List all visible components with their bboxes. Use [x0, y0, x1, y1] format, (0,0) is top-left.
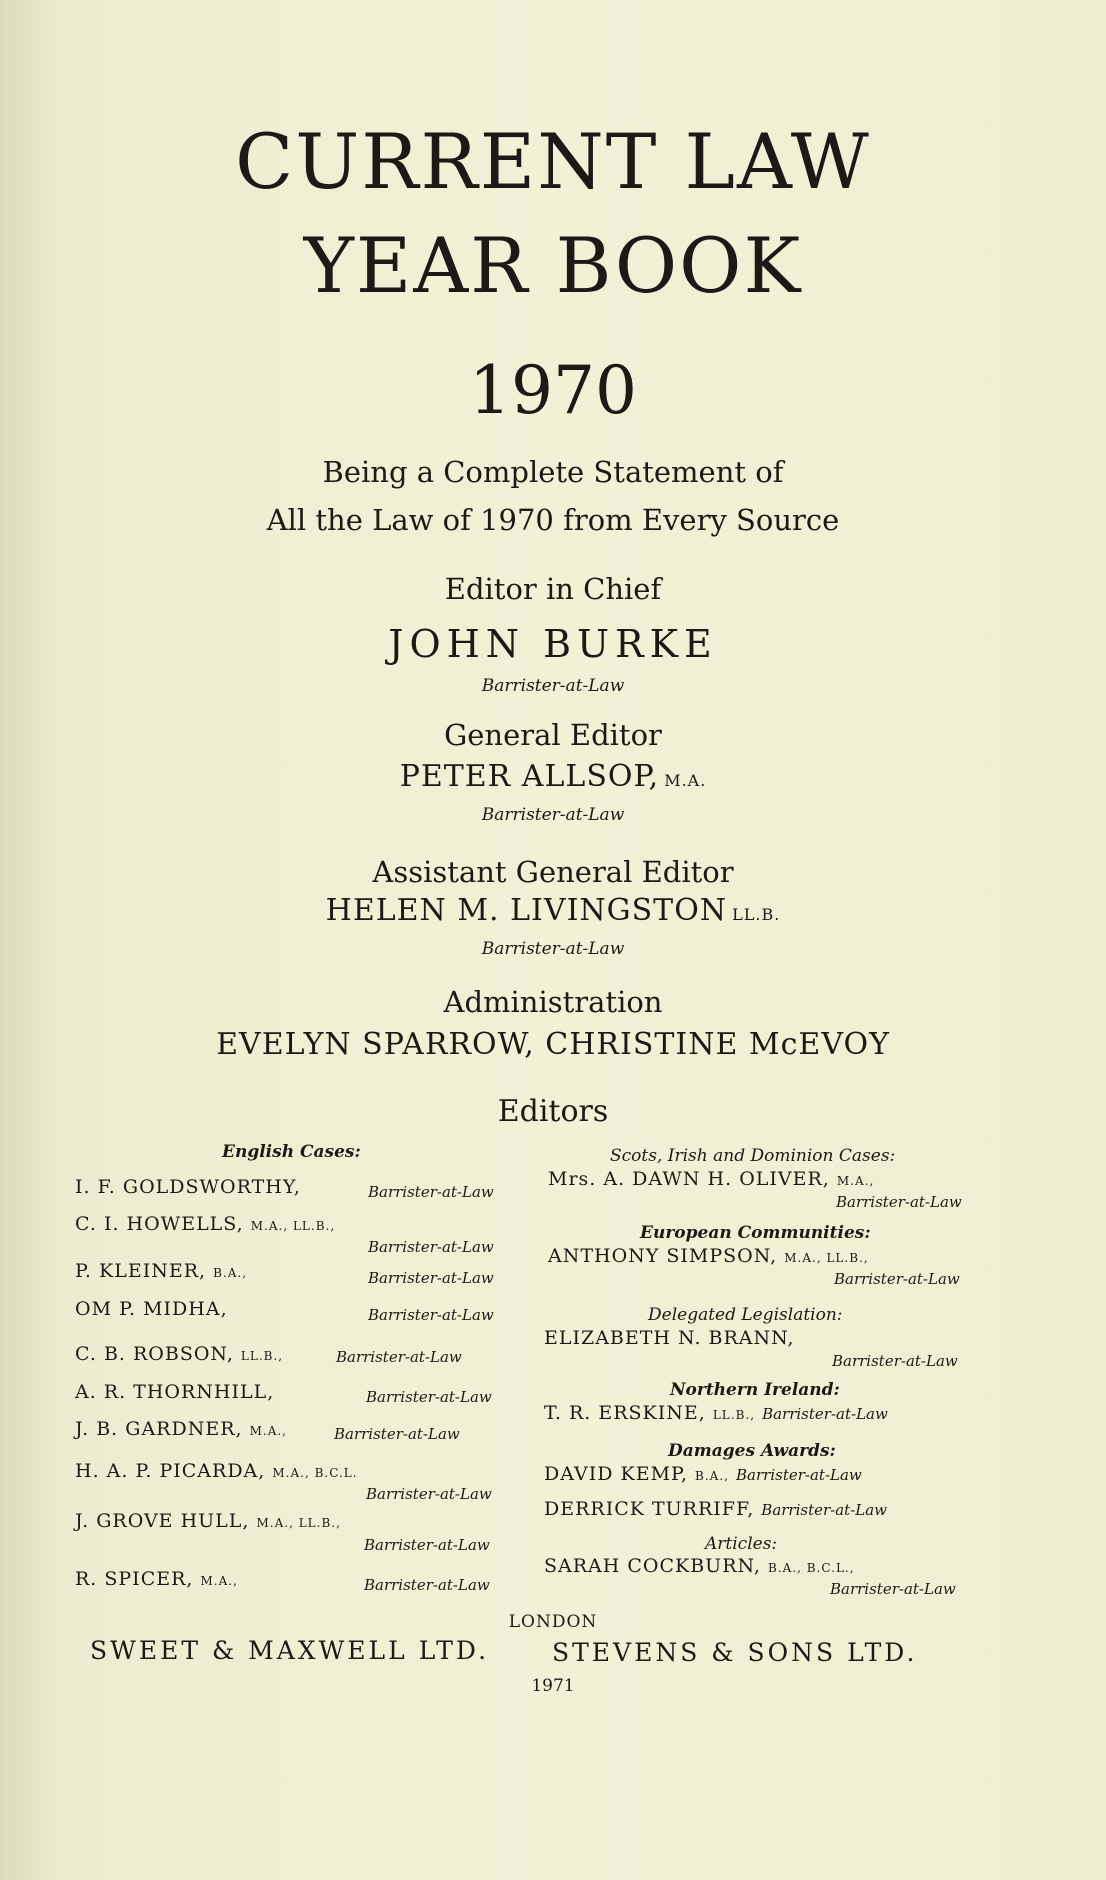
editor-name: J. GROVE HULL, M.A., LL.B., [75, 1510, 341, 1532]
editor-note: Barrister-at-Law [368, 1238, 494, 1256]
assistant-editor-line [0, 893, 1106, 928]
administration-label: Administration [443, 985, 663, 1019]
editor-note: Barrister-at-Law [364, 1576, 490, 1594]
general-editor-line [0, 759, 1106, 794]
editor-note: Barrister-at-Law [368, 1183, 494, 1201]
editor-note: Barrister-at-Law [834, 1270, 960, 1288]
editor-in-chief-name: JOHN BURKE [388, 622, 718, 666]
imprint-publisher-right: STEVENS & SONS LTD. [552, 1638, 918, 1667]
editor-in-chief-label: Editor in Chief [444, 572, 662, 606]
editor-note: Barrister-at-Law [336, 1348, 462, 1366]
editor-name: DERRICK TURRIFF, Barrister-at-Law [544, 1498, 888, 1520]
imprint-year: 1971 [531, 1676, 575, 1696]
subtitle-line-2: All the Law of 1970 from Every Source [266, 503, 840, 537]
editor-name: ANTHONY SIMPSON, M.A., LL.B., [548, 1245, 869, 1267]
category-label: Delegated Legislation: [648, 1305, 843, 1325]
editor-note: Barrister-at-Law [334, 1425, 460, 1443]
subtitle-line-1: Being a Complete Statement of [322, 455, 784, 489]
imprint-publisher-left: SWEET & MAXWELL LTD. [90, 1636, 490, 1665]
editor-name: Mrs. A. DAWN H. OLIVER, M.A., [548, 1168, 875, 1190]
editor-note: Barrister-at-Law [368, 1306, 494, 1324]
editor-note: Barrister-at-Law [366, 1388, 492, 1406]
editor-note: Barrister-at-Law [366, 1485, 492, 1503]
editor-note: Barrister-at-Law [364, 1536, 490, 1554]
general-editor-quals: M.A. [664, 771, 707, 790]
title-line-2: YEAR BOOK [303, 221, 803, 310]
category-label: Northern Ireland: [670, 1380, 840, 1400]
title-year: 1970 [469, 352, 637, 429]
category-label: Scots, Irish and Dominion Cases: [610, 1146, 896, 1166]
editor-in-chief-note: Barrister-at-Law [481, 676, 625, 696]
imprint-city: LONDON [508, 1612, 598, 1632]
general-editor-label: General Editor [444, 718, 662, 752]
editor-note: Barrister-at-Law [836, 1193, 962, 1211]
editor-name: R. SPICER, M.A., [75, 1568, 238, 1590]
editor-note: Barrister-at-Law [832, 1352, 958, 1370]
category-label: European Communities: [640, 1223, 871, 1243]
category-label: Articles: [705, 1534, 778, 1554]
title-line-1: CURRENT LAW [235, 117, 871, 206]
editor-name: I. F. GOLDSWORTHY, [75, 1176, 301, 1198]
general-editor-name: PETER ALLSOP, [399, 759, 660, 794]
editor-name: T. R. ERSKINE, LL.B., Barrister-at-Law [544, 1402, 888, 1424]
editor-name: H. A. P. PICARDA, M.A., B.C.L. [75, 1460, 358, 1482]
editor-note: Barrister-at-Law [830, 1580, 956, 1598]
english-cases-label: English Cases: [222, 1142, 361, 1162]
assistant-editor-note: Barrister-at-Law [481, 939, 625, 959]
administration-names: EVELYN SPARROW, CHRISTINE McEVOY [216, 1027, 890, 1062]
general-editor-note: Barrister-at-Law [481, 805, 625, 825]
assistant-editor-quals: LL.B. [732, 905, 781, 924]
editor-name: P. KLEINER, B.A., [75, 1260, 248, 1282]
editor-name: DAVID KEMP, B.A., Barrister-at-Law [544, 1463, 862, 1485]
editor-name: A. R. THORNHILL, [75, 1381, 275, 1403]
editor-name: J. B. GARDNER, M.A., [75, 1418, 287, 1440]
editor-name: OM P. MIDHA, [75, 1298, 228, 1320]
editors-heading: Editors [497, 1094, 609, 1129]
editor-name: ELIZABETH N. BRANN, [544, 1327, 795, 1349]
editor-name: SARAH COCKBURN, B.A., B.C.L., [544, 1555, 855, 1577]
editor-name: C. I. HOWELLS, M.A., LL.B., [75, 1213, 336, 1235]
assistant-editor-name: HELEN M. LIVINGSTON [325, 893, 728, 928]
assistant-editor-label: Assistant General Editor [372, 855, 734, 889]
editor-name: C. B. ROBSON, LL.B., [75, 1343, 284, 1365]
editor-note: Barrister-at-Law [368, 1269, 494, 1287]
category-label: Damages Awards: [668, 1441, 836, 1461]
